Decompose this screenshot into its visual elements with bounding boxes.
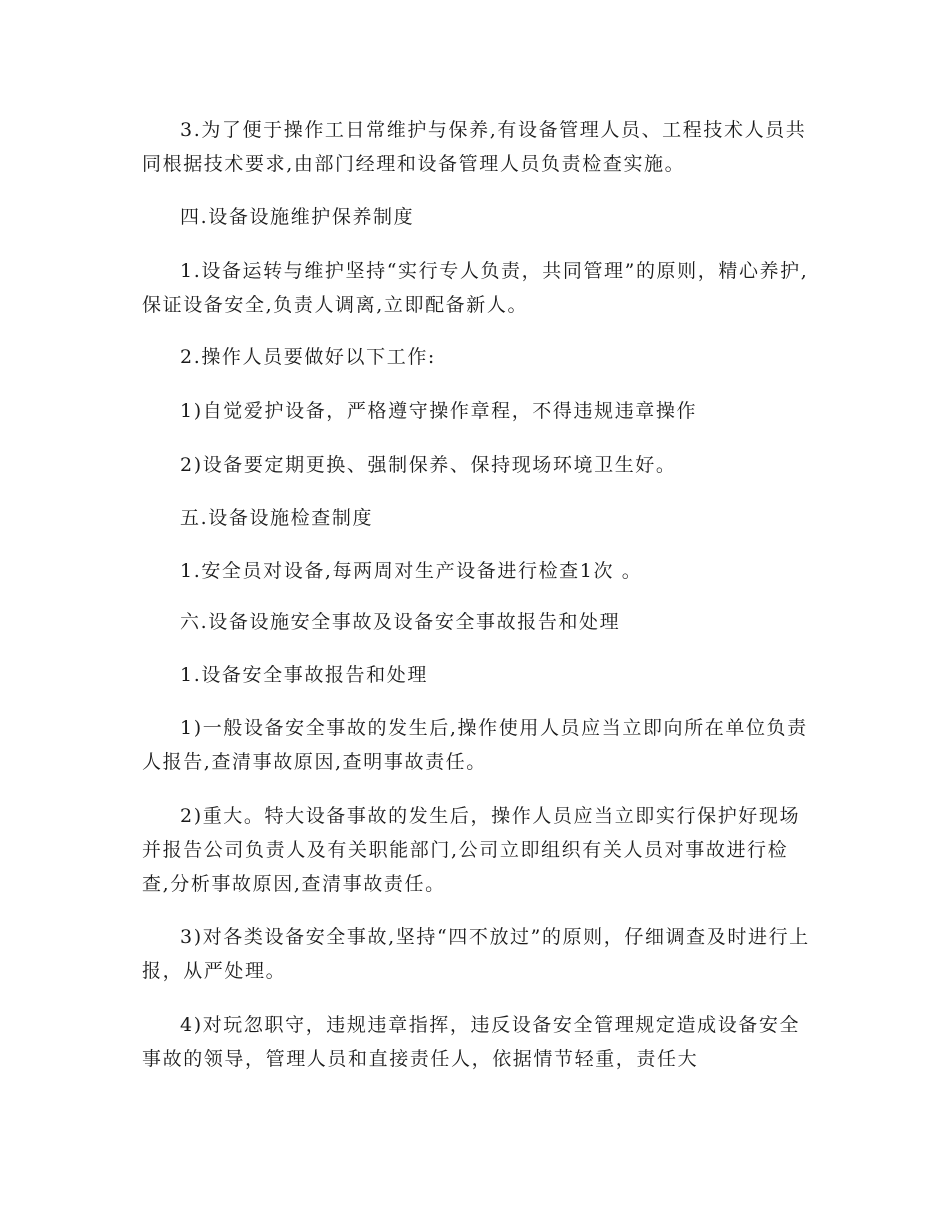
list-item: 1)一般设备安全事故的发生后,操作使用人员应当立即向所在单位负责人报告,查清事故原因,查明事故责任。: [142, 717, 808, 773]
list-item: 2)重大。特大设备事故的发生后，操作人员应当立即实行保护好现场并报告公司负责人及有关职能部门,公司立即组织有关人员对事故进行检查,分析事故原因,查清事故责任。: [142, 805, 801, 895]
section-heading: 四.设备设施维护保养制度: [180, 206, 415, 228]
section-heading: 五.设备设施检查制度: [180, 507, 374, 529]
paragraph: 3.为了便于操作工日常维护与保养,有设备管理人员、工程技术人员共同根据技术要求,由部门经理和设备管理人员负责检查实施。: [142, 119, 807, 175]
list-item: 3)对各类设备安全事故,坚持“四不放过”的原则，仔细调查及时进行上报，从严处理。: [142, 926, 810, 982]
paragraph: 2.操作人员要做好以下工作:: [180, 346, 436, 368]
paragraph: 1.设备安全事故报告和处理: [180, 664, 428, 686]
section-heading: 六.设备设施安全事故及设备安全事故报告和处理: [180, 611, 621, 633]
list-item: 4)对玩忽职守，违规违章指挥，违反设备安全管理规定造成设备安全事故的领导，管理人员和直接责任人，依据情节轻重，责任大: [142, 1014, 801, 1070]
paragraph: 1.设备运转与维护坚持“实行专人负责，共同管理”的原则，精心养护,保证设备安全,负责人调离,立即配备新人。: [142, 260, 809, 316]
paragraph: 1.安全员对设备,每两周对生产设备进行检查1次 。: [180, 560, 643, 582]
list-item: 2)设备要定期更换、强制保养、保持现场环境卫生好。: [180, 454, 677, 476]
list-item: 1)自觉爱护设备，严格遵守操作章程，不得违规违章操作: [180, 400, 698, 422]
